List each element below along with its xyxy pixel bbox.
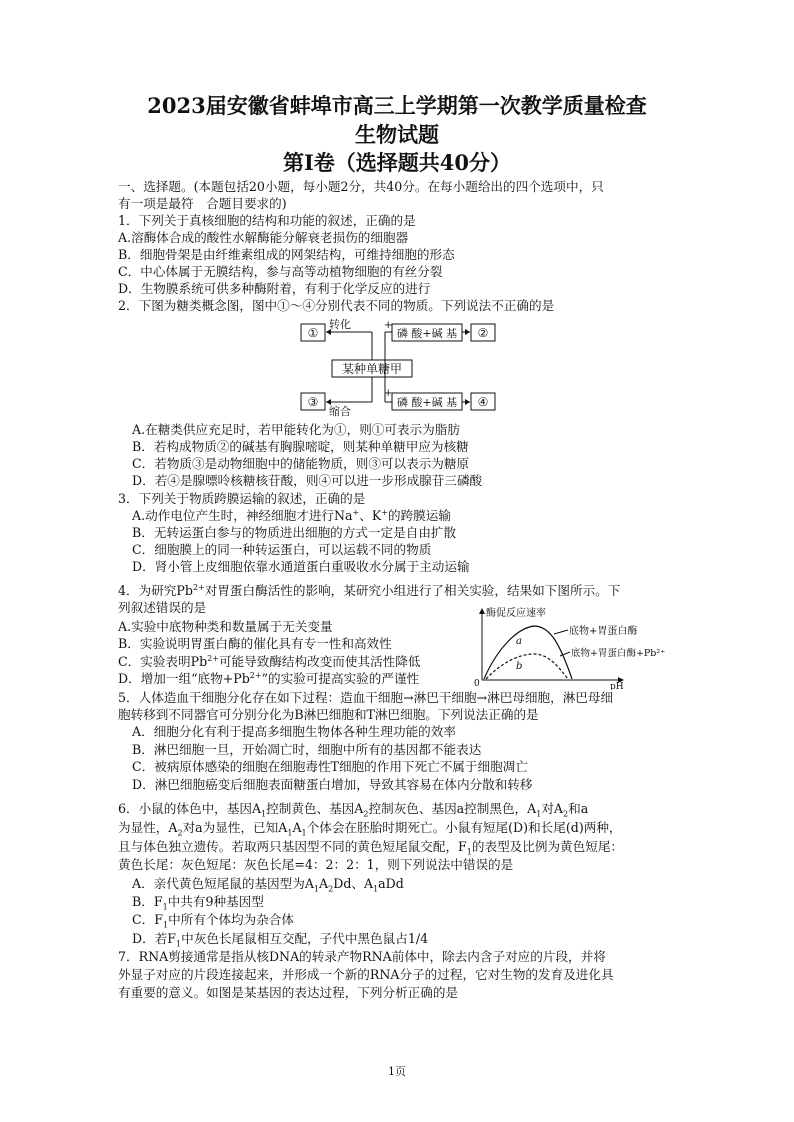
q2-option-a: A.在糖类供应充足时，若甲能转化为①，则①可表示为脂肪 [132, 422, 460, 437]
label-condense: 缩合 [329, 405, 351, 418]
intro-line: 一、选择题。(本题包括20小题，每小题2分，共40分。在每小题给出的四个选项中，只 [118, 179, 604, 194]
curve-a [484, 626, 572, 679]
legend-a: 底物+胃蛋白酶 [569, 626, 638, 637]
q3-option-b: B．无转运蛋白参与的物质进出细胞的方式一定是自由扩散 [132, 525, 457, 540]
x-axis-label: pH [610, 682, 624, 690]
q3-option-c: C．细胞膜上的同一种转运蛋白，可以运载不同的物质 [132, 542, 432, 557]
q4-option-a: A.实验中底物种类和数量属于无关变量 [118, 619, 333, 634]
q2-option-c: C．若物质③是动物细胞中的储能物质，则③可以表示为糖原 [132, 456, 470, 471]
q1-option-a: A.溶酶体合成的酸性水解酶能分解衰老损伤的细胞器 [118, 230, 409, 245]
question-6-stem-cont: 且与体色独立遗传。若取两只基因型不同的黄色短尾鼠交配，$F_1$的表型及比例为黄色短尾： [118, 839, 623, 857]
question-6-stem: 6．小鼠的体色中，基因$A_1$控制黄色、基因$A_2$控制灰色、基因a控制黑色，$A_1$对$A_2$和a [118, 801, 589, 819]
question-7-stem: 7．RNA剪接通常是指从核DNA的转录产物RNA前体中，除去内含子对应的片段，并将 [118, 949, 606, 964]
plus-sign: + [384, 388, 393, 399]
q5-option-c: C．被病原体感染的细胞在细胞毒性T细胞的作用下死亡不属于细胞凋亡 [132, 759, 528, 774]
question-5-stem-cont: 胞转移到不同器官可分别分化为B淋巴细胞和T淋巴细胞。下列说法正确的是 [118, 707, 539, 722]
q3-option-a: A.动作电位产生时，神经细胞才进行Na+、K+的跨膜运输 [132, 507, 451, 523]
enzyme-rate-chart [472, 604, 698, 690]
q2-option-b: B．若构成物质②的碱基有胸腺嘧啶，则某种单糖甲应为核糖 [132, 439, 469, 454]
phosphate-base-label: 磷 酸+碱 基 [396, 396, 458, 409]
curve-b [486, 654, 568, 679]
box-4-label: ④ [477, 395, 489, 409]
q1-option-b: B．细胞骨架是由纤维素组成的网架结构，可维持细胞的形态 [118, 247, 455, 262]
q6-option-b: B．$F_1$中共有9种基因型 [132, 894, 264, 912]
document-subtitle: 生物试题 [355, 122, 439, 147]
box-1-label: ① [307, 326, 319, 340]
question-1-stem: 1．下列关于真核细胞的结构和功能的叙述，正确的是 [118, 213, 416, 228]
question-7-stem-cont: 外显子对应的片段连接起来，并形成一个新的RNA分子的过程，它对生物的发育及进化具 [118, 967, 614, 982]
question-6-stem-cont: 黄色长尾：灰色短尾：灰色长尾=4：2：2：1，则下列说法中错误的是 [118, 857, 514, 872]
question-5-stem: 5．人体造血干细胞分化存在如下过程：造血干细胞→淋巴干细胞→淋巴母细胞，淋巴母细 [118, 690, 614, 705]
question-4-stem-cont: 列叙述错误的是 [118, 600, 207, 615]
label-transform: 转化 [329, 318, 351, 331]
q1-option-d: D．生物膜系统可供多种酶附着，有利于化学反应的进行 [118, 281, 431, 296]
center-label: 某种单糖甲 [341, 362, 403, 376]
question-3-stem: 3．下列关于物质跨膜运输的叙述，正确的是 [118, 491, 366, 506]
box-2-label: ② [477, 326, 489, 340]
origin-label: 0 [474, 679, 480, 689]
q6-option-c: C．$F_1$中所有个体均为杂合体 [132, 912, 294, 930]
q4-option-d: D．增加一组“底物$+Pb^{2+}$”的实验可提高实验的严谨性 [118, 670, 420, 686]
q5-option-a: A．细胞分化有利于提高多细胞生物体各种生理功能的效率 [132, 724, 456, 739]
q4-option-b: B．实验说明胃蛋白酶的催化具有专一性和高效性 [118, 636, 392, 651]
q3-option-d: D．肾小管上皮细胞依靠水通道蛋白重吸收水分属于主动运输 [132, 559, 470, 574]
question-6-stem-cont: 为显性，$A_2$对a为显性，已知$A_1A_1$个体会在胚胎时期死亡。小鼠有短尾(D)和长尾(d)两种， [118, 820, 622, 838]
intro-line: 有一项是最符 合题目要求的) [118, 196, 287, 211]
document-title: 2023届安徽省蚌埠市高三上学期第一次教学质量检查 [147, 93, 647, 118]
q1-option-c: C．中心体属于无膜结构，参与高等动植物细胞的有丝分裂 [118, 264, 443, 279]
q5-option-b: B．淋巴细胞一旦，开始凋亡时，细胞中所有的基因都不能表达 [132, 742, 482, 757]
q2-option-d: D．若④是腺嘌呤核糖核苷酸，则④可以进一步形成腺苷三磷酸 [132, 473, 483, 488]
question-7-stem-cont: 有重要的意义。如图是某基因的表达过程，下列分析正确的是 [118, 985, 459, 1000]
sugar-concept-diagram [300, 318, 500, 418]
q5-option-d: D．淋巴细胞癌变后细胞表面糖蛋白增加，导致其容易在体内分散和转移 [132, 777, 533, 792]
curve-a-label: a [516, 636, 522, 647]
q4-option-c: C．实验表明$Pb^{2+}$可能导致酶结构改变而使其活性降低 [118, 653, 421, 669]
q6-option-d: D．若$F_1$中灰色长尾鼠相互交配，子代中黑色鼠占1/4 [132, 931, 429, 949]
curve-b-label: b [516, 661, 523, 672]
plus-sign: + [384, 320, 393, 331]
question-4-stem: 4．为研究$Pb^{2+}$对胃蛋白酶活性的影响，某研究小组进行了相关实验，结果如下图所示。下 [118, 582, 621, 598]
q6-option-a: A．亲代黄色短尾鼠的基因型为$A_1A_2Dd$、$A_1aDd$ [132, 876, 404, 894]
section-title: 第Ⅰ卷（选择题共40分） [282, 150, 512, 175]
legend-b: 底物+胃蛋白酶+Pb²⁺ [571, 648, 666, 659]
page-number: 1页 [388, 1065, 406, 1078]
question-2-stem: 2．下图为糖类概念图，图中①～④分别代表不同的物质。下列说法不正确的是 [118, 298, 555, 313]
phosphate-base-label: 磷 酸+碱 基 [396, 327, 458, 340]
y-axis-label: 酶促反应速率 [486, 608, 546, 619]
box-3-label: ③ [307, 395, 319, 409]
